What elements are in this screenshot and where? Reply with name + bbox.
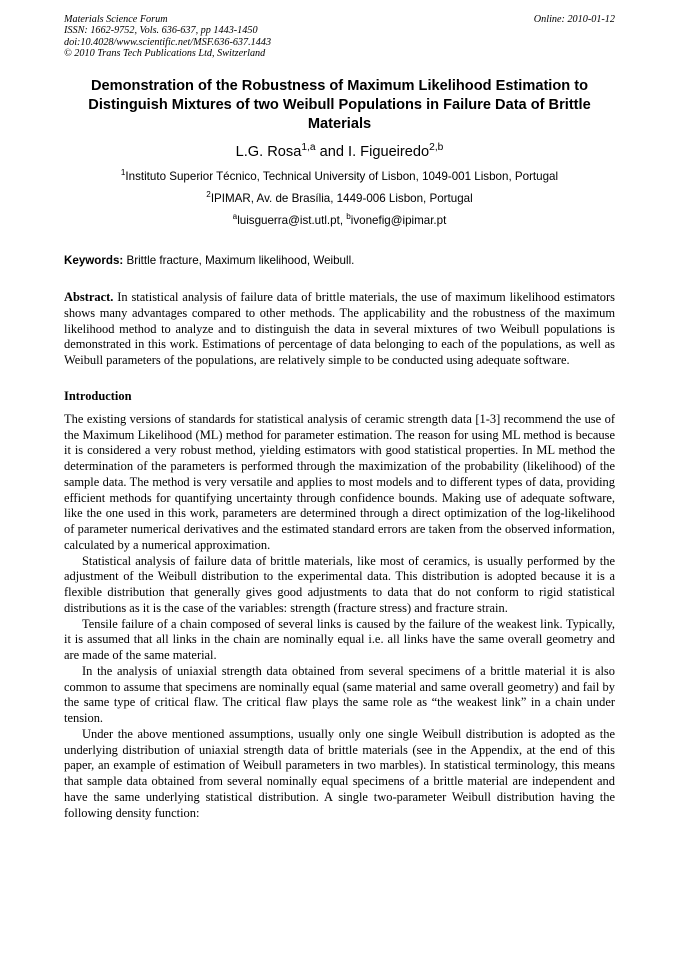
affiliation-1-sup: 1 xyxy=(120,168,126,178)
intro-paragraph-5: Under the above mentioned assumptions, usually only one single Weibull distribution is adopted as the underlying distribution of uniaxial strength data of brittle materials (see in the Appendix, at the end of this paper, an example of estimation of Weibull parameters in two marbles). In statistical terminology, this means that sample data obtained from several nominally equal specimens of a brittle material are independent and have the same underlying statistical distribution. A single two-parameter Weibull distribution having the following density function: xyxy=(64,726,615,820)
intro-paragraph-2: Statistical analysis of failure data of brittle materials, like most of ceramics, is usually performed by the adjustment of the Weibull distribution to the experimental data. This distribution is adopted because it is a flexible distribution that generally gives good adjustments to data that do not conform to rigid statistical distributions as it is the case of the variables: strength (fracture stress) and fracture strain. xyxy=(64,553,615,615)
email-b-sup: b xyxy=(346,212,351,222)
affiliation-2-text: IPIMAR, Av. de Brasília, 1449-006 Lisbon, Portugal xyxy=(210,192,473,206)
email-line xyxy=(64,214,615,228)
issn-line: ISSN: 1662-9752, Vols. 636-637, pp 1443-1450 xyxy=(64,25,258,37)
abstract xyxy=(64,290,615,369)
affiliation-1-text: Instituto Superior Técnico, Technical University of Lisbon, 1049-001 Lisbon, Portugal xyxy=(125,170,559,184)
email-a: luisguerra@ist.utl.pt, xyxy=(237,214,347,228)
affiliation-2 xyxy=(64,192,615,206)
email-b: ivonefig@ipimar.pt xyxy=(350,214,447,228)
keywords-label: Keywords: xyxy=(64,254,124,268)
author-line xyxy=(64,143,615,161)
doi-line: doi:10.4028/www.scientific.net/MSF.636-637.1443 xyxy=(64,36,272,48)
abstract-label: Abstract. xyxy=(64,290,114,305)
email-a-sup: a xyxy=(232,212,238,222)
intro-paragraph-4: In the analysis of uniaxial strength data obtained from several specimens of a brittle material it is also common to assume that specimens are nominally equal (same material and same overall geometry) and fail by the same type of critical flaw. The critical flaw plays the same role as “the weakest link” in a chain under tension. xyxy=(64,663,615,726)
author-1: L.G. Rosa xyxy=(235,144,302,161)
affiliation-2-sup: 2 xyxy=(206,190,211,200)
journal-name: Materials Science Forum xyxy=(64,14,168,25)
keywords xyxy=(64,254,615,268)
keywords-text: Brittle fracture, Maximum likelihood, Weibull. xyxy=(123,254,355,268)
section-heading-introduction: Introduction xyxy=(64,388,132,403)
journal-header xyxy=(64,14,615,59)
affiliation-1 xyxy=(64,170,615,184)
copyright-line: © 2010 Trans Tech Publications Ltd, Switzerland xyxy=(64,47,266,59)
online-date: Online: 2010-01-12 xyxy=(533,14,615,25)
author-conj: and xyxy=(315,144,349,161)
author-2: I. Figueiredo xyxy=(348,144,430,161)
paper-title: Demonstration of the Robustness of Maximum Likelihood Estimation to Distinguish Mixtures of two Weibull Populations in Failure Data of Brittle Materials xyxy=(88,78,591,133)
intro-paragraph-3: Tensile failure of a chain composed of several links is caused by the failure of the weakest link. Typically, it is assumed that all links in the chain are nominally equal i.e. all links have the same overall geometry and are made of the same material. xyxy=(64,616,615,663)
author-1-sup: 1,a xyxy=(301,142,316,154)
paper-page xyxy=(64,14,615,821)
intro-paragraph-1: The existing versions of standards for statistical analysis of ceramic strength data [1-3] recommend the use of the Maximum Likelihood (ML) method for parameter estimation. The reason for using ML method is because it is considered a very robust method, yielding estimators with good statistical properties. In ML method the determination of the parameters is performed through the maximization of the probability (likelihood) of the sample data. The method is very versatile and applies to most models and to different types of data, providing efficient methods for quantifying uncertainty through confidence bounds. Making use of adequate software, like the one used in this work, parameters are determined through a direct optimization of the log-likelihood of parameter numerical derivatives and the estimated standard errors are taken from the observed information, calculated by a numerical approximation. xyxy=(64,411,615,552)
author-2-sup: 2,b xyxy=(429,142,444,154)
abstract-text: In statistical analysis of failure data of brittle materials, the use of maximum likelihood estimators shows many advantages compared to other methods. The applicability and the robustness of the maximum likelihood method to analyze and to distinguish the data in several mixtures of two Weibull populations is demonstrated in this work. Estimations of percentage of data belonging to each of the populations, as well as Weibull parameters of the populations, are relatively simple to be conducted using adequate software. xyxy=(64,290,615,368)
